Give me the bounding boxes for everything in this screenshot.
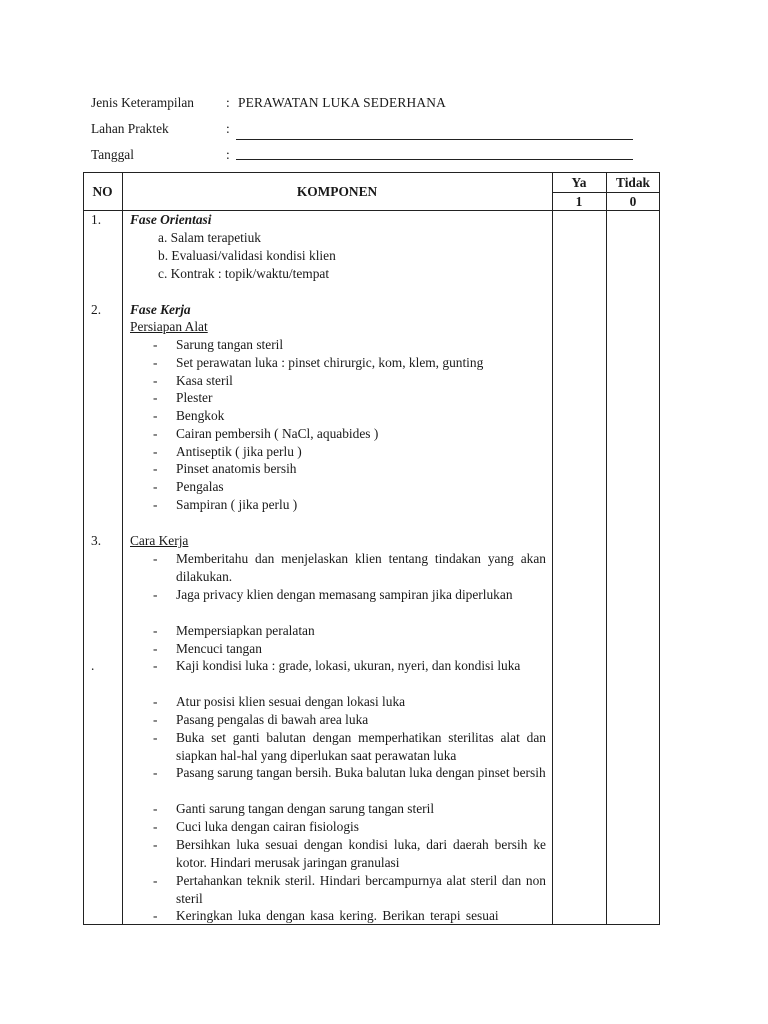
col-header-no-score: Tidak [616, 175, 650, 190]
bullet-dash: - [153, 801, 158, 816]
bullet-dash: - [153, 408, 158, 423]
skill-colon: : [226, 95, 230, 110]
bullet-dash: - [153, 623, 158, 638]
bullet-dash: - [153, 444, 158, 459]
col-header-no: NO [92, 184, 113, 199]
section-1-item: c. Kontrak : topik/waktu/tempat [158, 266, 330, 281]
section-1-item: a. Salam terapetiuk [158, 230, 261, 245]
bullet-dash: - [153, 461, 158, 476]
procedure-step: Mempersiapkan peralatan [176, 623, 315, 638]
bullet-dash: - [153, 355, 158, 370]
procedure-step: Buka set ganti balutan dengan memperhatikan sterilitas alat dan siapkan hal-hal yang diperlukan saat perawatan luka [176, 730, 546, 763]
bullet-dash: - [153, 426, 158, 441]
tool-item: Kasa steril [176, 373, 233, 388]
bullet-dash: - [153, 373, 158, 388]
bullet-dash: - [153, 641, 158, 656]
yes-score-value: 1 [575, 194, 583, 209]
site-colon: : [226, 121, 230, 136]
bullet-dash: - [153, 551, 158, 566]
tool-item: Bengkok [176, 408, 225, 423]
procedure-step: Pasang pengalas di bawah area luka [176, 712, 369, 727]
procedure-step: Jaga privacy klien dengan memasang sampiran jika diperlukan [176, 587, 513, 602]
bullet-dash: - [153, 873, 158, 888]
tool-item: Sarung tangan steril [176, 337, 284, 352]
bullet-dash: - [153, 479, 158, 494]
bullet-dash: - [153, 337, 158, 352]
bullet-dash: - [153, 730, 158, 745]
date-label: Tanggal [91, 147, 134, 162]
procedure-step: Kaji kondisi luka : grade, lokasi, ukuran, nyeri, dan kondisi luka [176, 658, 521, 673]
procedure-step: Pertahankan teknik steril. Hindari bercampurnya alat steril dan non steril [176, 873, 546, 906]
tool-item: Pinset anatomis bersih [176, 461, 297, 476]
col-header-yes: Ya [571, 175, 587, 190]
bullet-dash: - [153, 390, 158, 405]
bullet-dash: - [153, 819, 158, 834]
tool-item: Antiseptik ( jika perlu ) [176, 444, 302, 459]
col-divider-yes [606, 172, 607, 925]
section-1-item: b. Evaluasi/validasi kondisi klien [158, 248, 336, 263]
procedure-step: Atur posisi klien sesuai dengan lokasi luka [176, 694, 406, 709]
skill-label: Jenis Keterampilan [91, 95, 194, 110]
bullet-dash: - [153, 712, 158, 727]
procedure-step: Cuci luka dengan cairan fisiologis [176, 819, 359, 834]
section-3-title: Cara Kerja [130, 533, 189, 548]
tool-item: Pengalas [176, 479, 224, 494]
tool-item: Sampiran ( jika perlu ) [176, 497, 298, 512]
col-header-component: KOMPONEN [296, 184, 378, 199]
tool-item: Plester [176, 390, 213, 405]
skill-value: PERAWATAN LUKA SEDERHANA [238, 95, 446, 110]
procedure-step: Mencuci tangan [176, 641, 262, 656]
section-2-title: Fase Kerja [130, 302, 191, 317]
bullet-dash: - [153, 837, 158, 852]
procedure-step: Pasang sarung tangan bersih. Buka balutan luka dengan pinset bersih [176, 765, 546, 780]
site-blank-line [236, 139, 633, 140]
col-divider-component [552, 172, 553, 925]
bullet-dash: - [153, 908, 158, 923]
date-colon: : [226, 147, 230, 162]
procedure-step: Ganti sarung tangan dengan sarung tangan steril [176, 801, 435, 816]
col-divider-no [122, 172, 123, 925]
section-1-number: 1. [91, 212, 102, 227]
procedure-step: Bersihkan luka sesuai dengan kondisi luka, dari daerah bersih ke kotor. Hindari merusak jaringan granulasi [176, 837, 546, 870]
section-3-number: 3. [91, 533, 102, 548]
bullet-dash: - [153, 765, 158, 780]
bullet-dash: - [153, 587, 158, 602]
section-1-title: Fase Orientasi [130, 212, 212, 227]
site-label: Lahan Praktek [91, 121, 169, 136]
section-2-number: 2. [91, 302, 102, 317]
procedure-step: Keringkan luka dengan kasa kering. Berikan terapi sesuai [176, 908, 499, 923]
bullet-dash: - [153, 694, 158, 709]
stray-mark: . [91, 658, 95, 673]
tool-item: Cairan pembersih ( NaCl, aquabides ) [176, 426, 379, 441]
bullet-dash: - [153, 497, 158, 512]
tool-item: Set perawatan luka : pinset chirurgic, kom, klem, gunting [176, 355, 484, 370]
bullet-dash: - [153, 658, 158, 673]
score-header-divider [552, 192, 660, 193]
no-score-value: 0 [629, 194, 637, 209]
section-2-subtitle: Persiapan Alat [130, 319, 208, 334]
procedure-step: Memberitahu dan menjelaskan klien tentang tindakan yang akan dilakukan. [176, 551, 546, 584]
date-blank-line [236, 159, 633, 160]
